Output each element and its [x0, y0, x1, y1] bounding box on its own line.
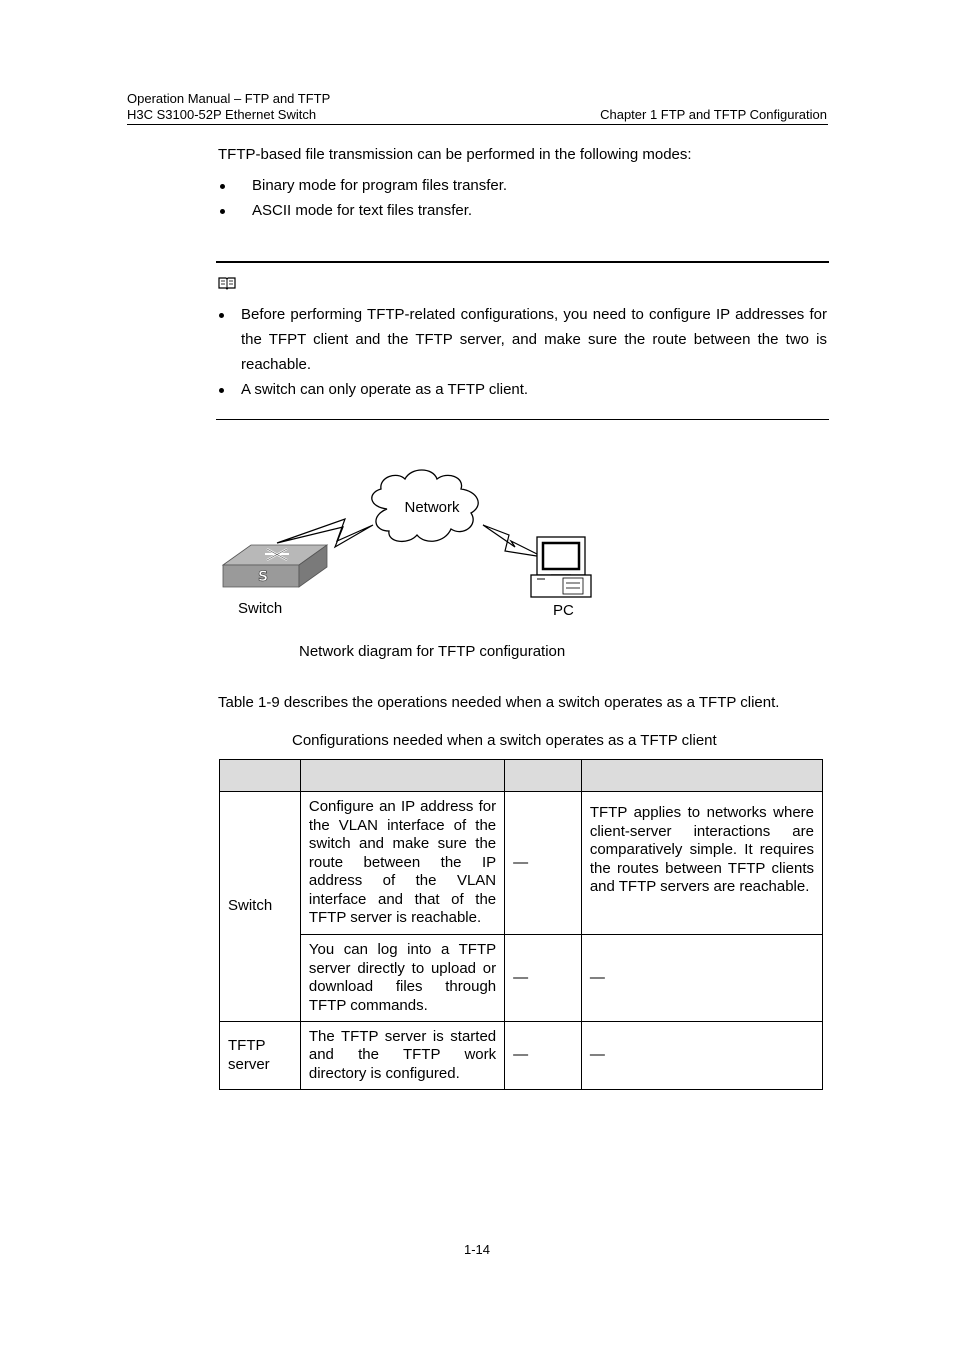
default-cell: — [505, 792, 582, 935]
intro-paragraph: TFTP-based file transmission can be performed in the following modes: [218, 146, 692, 163]
config-cell: The TFTP server is started and the TFTP work directory is configured. [300, 1022, 504, 1090]
header-manual-title: Operation Manual – FTP and TFTP [127, 91, 331, 106]
table-header-cell [300, 760, 504, 792]
remarks-cell: — [581, 1022, 822, 1090]
link-network-to-pc [483, 525, 543, 557]
switch-label: Switch [238, 600, 283, 617]
switch-icon [223, 545, 327, 587]
table-intro: Table 1-9 describes the operations needed when a switch operates as a TFTP client. [218, 694, 780, 711]
pc-label: PC [553, 602, 574, 619]
header-rule [127, 124, 828, 125]
header-chapter: Chapter 1 FTP and TFTP Configuration [600, 107, 827, 122]
note-item-prerequisite: Before performing TFTP-related configurations, you need to configure IP addresses for the TFPT client and the TFTP server, and make sure the route between the two is reachable. [241, 306, 827, 373]
table-header-row [220, 760, 823, 792]
table-header-cell [220, 760, 301, 792]
bullet-dot [219, 313, 224, 318]
network-label: Network [404, 499, 460, 516]
device-cell: TFTP server [220, 1022, 301, 1090]
bullet-dot [220, 184, 225, 189]
mode-item-ascii: ASCII mode for text files transfer. [252, 202, 473, 219]
link-switch-to-network [277, 519, 373, 547]
table-caption: Configurations needed when a switch operates as a TFTP client [292, 732, 717, 749]
default-cell: — [505, 935, 582, 1022]
remarks-cell: TFTP applies to networks where client-server interactions are comparatively simple. It requires the routes between TFTP clients and TFTP servers are reachable. [581, 792, 822, 935]
bullet-dot [219, 388, 224, 393]
config-cell: Configure an IP address for the VLAN interface of the switch and make sure the route between the IP address of the VLAN interface and that of the TFTP server is reachable. [300, 792, 504, 935]
config-cell: You can log into a TFTP server directly to upload or download files through TFTP commands. [300, 935, 504, 1022]
switch-badge: S [257, 569, 269, 585]
table-header-cell [581, 760, 822, 792]
header-product-name: H3C S3100-52P Ethernet Switch [127, 107, 317, 122]
device-cell: Switch [220, 792, 301, 1022]
table-row [220, 792, 823, 935]
pc-icon [531, 537, 591, 597]
remarks-cell: — [581, 935, 822, 1022]
mode-item-binary: Binary mode for program files transfer. [252, 177, 508, 194]
note-item-client-only: A switch can only operate as a TFTP client. [241, 381, 529, 398]
diagram-caption: Network diagram for TFTP configuration [299, 643, 566, 660]
table-header-cell [505, 760, 582, 792]
default-cell: — [505, 1022, 582, 1090]
bullet-dot [220, 209, 225, 214]
book-icon [218, 276, 236, 290]
table-row [220, 935, 823, 1022]
note-bottom-rule [216, 419, 829, 420]
configuration-table [219, 759, 823, 1090]
page-number: 1-14 [463, 1242, 491, 1257]
table-row [220, 1022, 823, 1090]
note-top-rule [216, 261, 829, 263]
